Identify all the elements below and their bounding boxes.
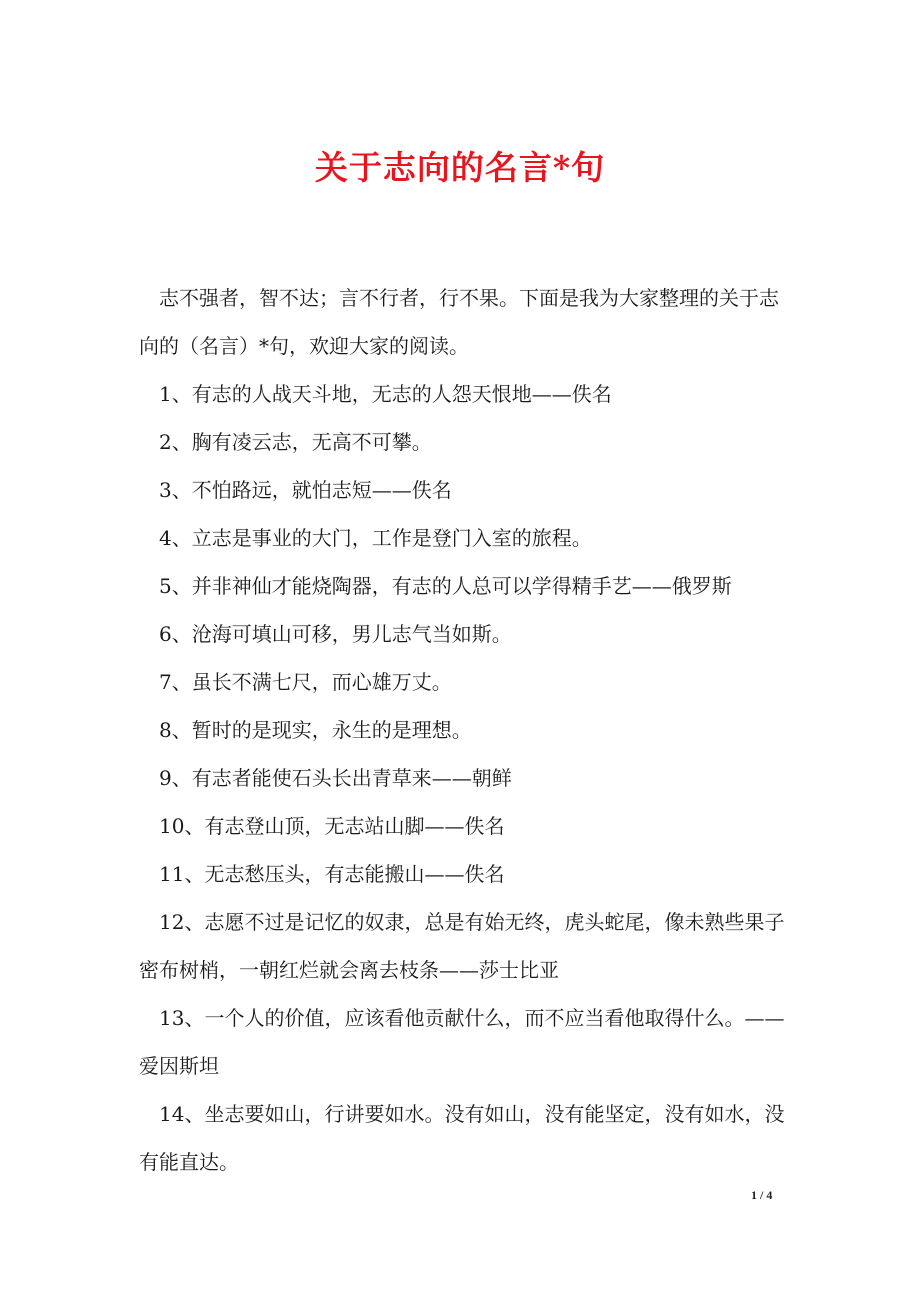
quote-item: 7、虽长不满七尺，而心雄万丈。 — [159, 670, 452, 694]
quote-item: 2、胸有凌云志，无高不可攀。 — [159, 430, 432, 454]
quote-item: 13、一个人的价值，应该看他贡献什么，而不应当看他取得什么。——爱因斯坦 — [139, 1006, 785, 1078]
document-body — [139, 274, 794, 1186]
quote-item: 12、志愿不过是记忆的奴隶，总是有始无终，虎头蛇尾，像未熟些果子密布树梢，一朝红烂就会离去枝条——莎士比亚 — [139, 910, 785, 982]
page-number: 1 / 4 — [751, 1188, 773, 1202]
quote-item: 9、有志者能使石头长出青草来——朝鲜 — [159, 766, 512, 790]
quote-item: 11、无志愁压头，有志能搬山——佚名 — [159, 862, 505, 886]
document-title: 关于志向的名言*句 — [314, 148, 606, 187]
quote-item: 3、不怕路远，就怕志短——佚名 — [159, 478, 452, 502]
quote-item: 10、有志登山顶，无志站山脚——佚名 — [159, 814, 505, 838]
quote-item: 5、并非神仙才能烧陶器，有志的人总可以学得精手艺——俄罗斯 — [159, 574, 732, 598]
quote-item: 6、沧海可填山可移，男儿志气当如斯。 — [159, 622, 512, 646]
quote-item: 4、立志是事业的大门，工作是登门入室的旅程。 — [159, 526, 592, 550]
quote-item: 1、有志的人战天斗地，无志的人怨天恨地——佚名 — [159, 382, 612, 406]
intro-paragraph: 志不强者，智不达；言不行者，行不果。下面是我为大家整理的关于志向的（名言）*句，欢迎大家的阅读。 — [139, 286, 779, 358]
quote-item: 8、暂时的是现实，永生的是理想。 — [159, 718, 472, 742]
quote-item: 14、坐志要如山，行讲要如水。没有如山，没有能坚定，没有如水，没有能直达。 — [139, 1102, 785, 1174]
